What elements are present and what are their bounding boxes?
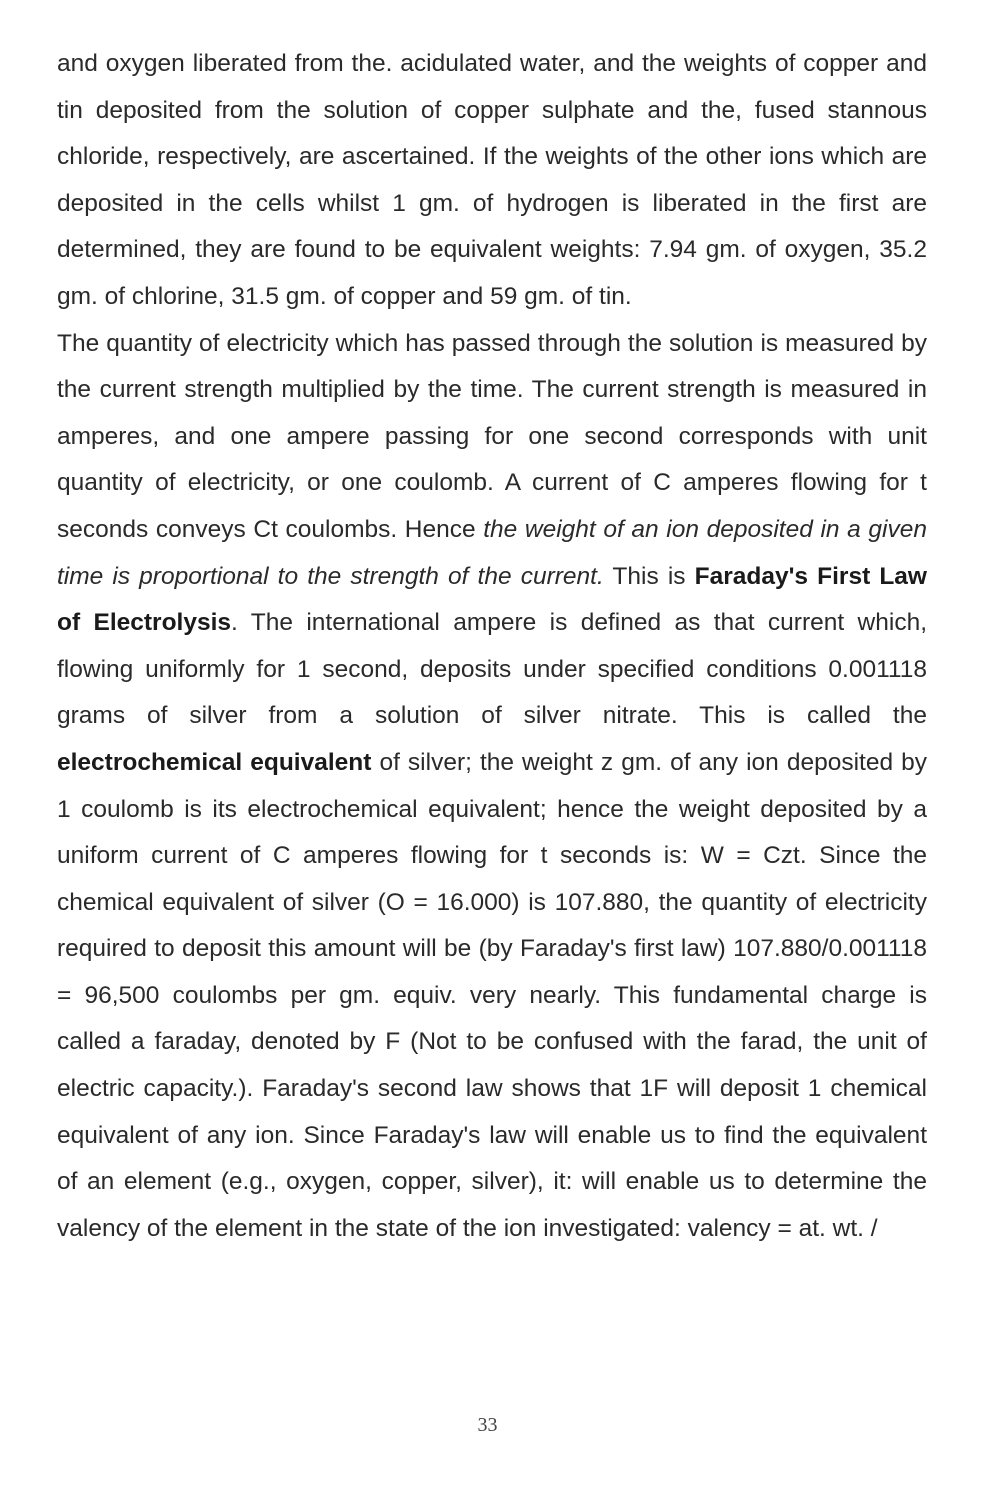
body-text [57,41,927,1252]
paragraph-faraday-laws [57,321,927,1253]
page-number: 33 [477,1414,498,1436]
bold-term-first-law: Faraday's First Law of Electrolysis [57,562,927,637]
paragraph-continuation: and oxygen liberated from the. acidulated water, and the weights of copper and tin deposited from the solution of copper sulphate and the, fused stannous chloride, respectively, are ascertained. If the weights of the other ions which are deposited in the cells whilst 1 gm. of hydrogen is liberated in the first are determined, they are found to be equivalent weights: 7.94 gm. of oxygen, 35.2 gm. of chlorine, 31.5 gm. of copper and 59 gm. of tin. [57,50,927,310]
text-segment: The quantity of electricity which has passed through the solution is measured by the current strength multiplied by the time. The current strength is measured in amperes, and one ampere passing for one second corresponds with unit quantity of electricity, or one coulomb. A current of C amperes flowing for t seconds conveys Ct coulombs. Hence [57,329,927,543]
italic-law-statement: the weight of an ion deposited in a given time is proportional to the strength of the current. [57,515,927,590]
text-segment: This is [603,562,695,590]
text-segment: of silver; the weight z gm. of any ion deposited by 1 coulomb is its electrochemical equivalent; hence the weight deposited by a uniform current of C amperes flowing for t seconds is: W = Czt. Since the chemical equivalent of silver (O = 16.000) is 107.880, the quantity of electricity required to deposit this amount will be (by Faraday's first law) 107.880/0.001118 = 96,500 coulombs per gm. equiv. very nearly. This fundamental charge is called a faraday, denoted by F (Not to be confused with the farad, the unit of electric capacity.). Faraday's second law shows that 1F will deposit 1 chemical equivalent of any ion. Since Faraday's law will enable us to find the equivalent of an element (e.g., oxygen, copper, silver), it: will enable us to determine the valency of the element in the state of the ion investigated: valency = at. wt. / [57,748,927,1242]
bold-term-electrochemical-equivalent: electrochemical equivalent [57,748,372,776]
text-segment: . The international ampere is defined as that current which, flowing uniformly for 1 second, deposits under specified conditions 0.001118 grams of silver from a solution of silver nitrate. This is called the [57,609,927,730]
